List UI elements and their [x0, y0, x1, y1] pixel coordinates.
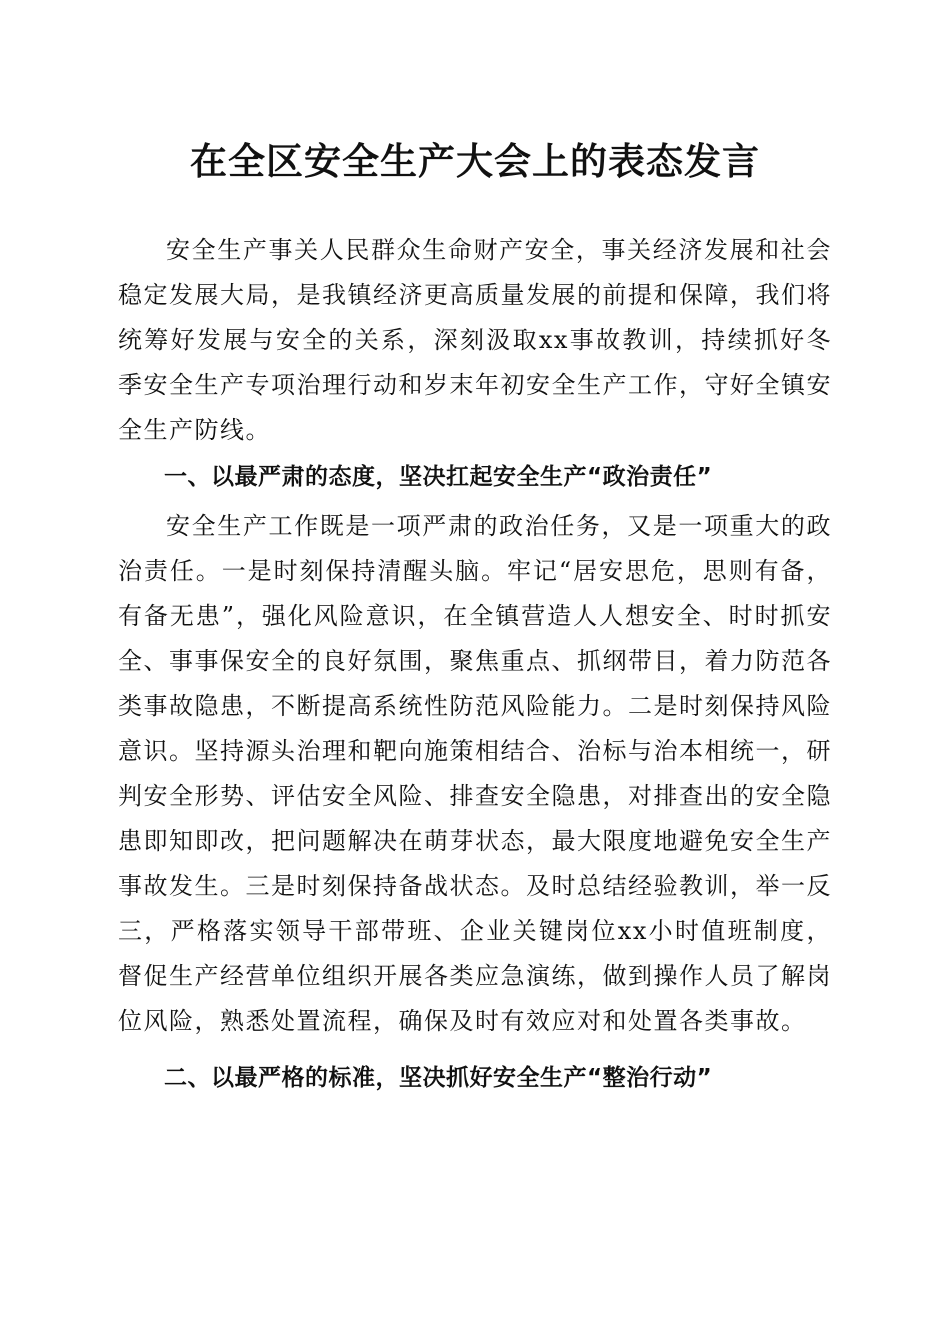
intro-paragraph: 安全生产事关人民群众生命财产安全，事关经济发展和社会稳定发展大局，是我镇经济更高质量发展的前提和保障，我们将统筹好发展与安全的关系，深刻汲取xx事故教训，持续抓好冬季安全生产专项治理行动和岁末年初安全生产工作，守好全镇安全生产防线。: [118, 236, 832, 444]
section-1-heading: 一、以最严肃的态度，坚决扛起安全生产“政治责任”: [164, 464, 713, 490]
section-2-heading: 二、以最严格的标准，坚决抓好安全生产“整治行动”: [164, 1065, 713, 1091]
document-body: [118, 228, 832, 1105]
document-title: 在全区安全生产大会上的表态发言: [190, 139, 760, 183]
section-1-paragraph: 安全生产工作既是一项严肃的政治任务，又是一项重大的政治责任。一是时刻保持清醒头脑。牢记“居安思危，思则有备，有备无患”，强化风险意识，在全镇营造人人想安全、时时抓安全、事事保安全的良好氛围，聚焦重点、抓纲带目，着力防范各类事故隐患，不断提高系统性防范风险能力。二是时刻保持风险意识。坚持源头治理和靶向施策相结合、治标与治本相统一，研判安全形势、评估安全风险、排查安全隐患，对排查出的安全隐患即知即改，把问题解决在萌芽状态，最大限度地避免安全生产事故发生。三是时刻保持备战状态。及时总结经验教训，举一反三，严格落实领导干部带班、企业关键岗位xx小时值班制度，督促生产经营单位组织开展各类应急演练，做到操作人员了解岗位风险，熟悉处置流程，确保及时有效应对和处置各类事故。: [118, 512, 832, 1035]
